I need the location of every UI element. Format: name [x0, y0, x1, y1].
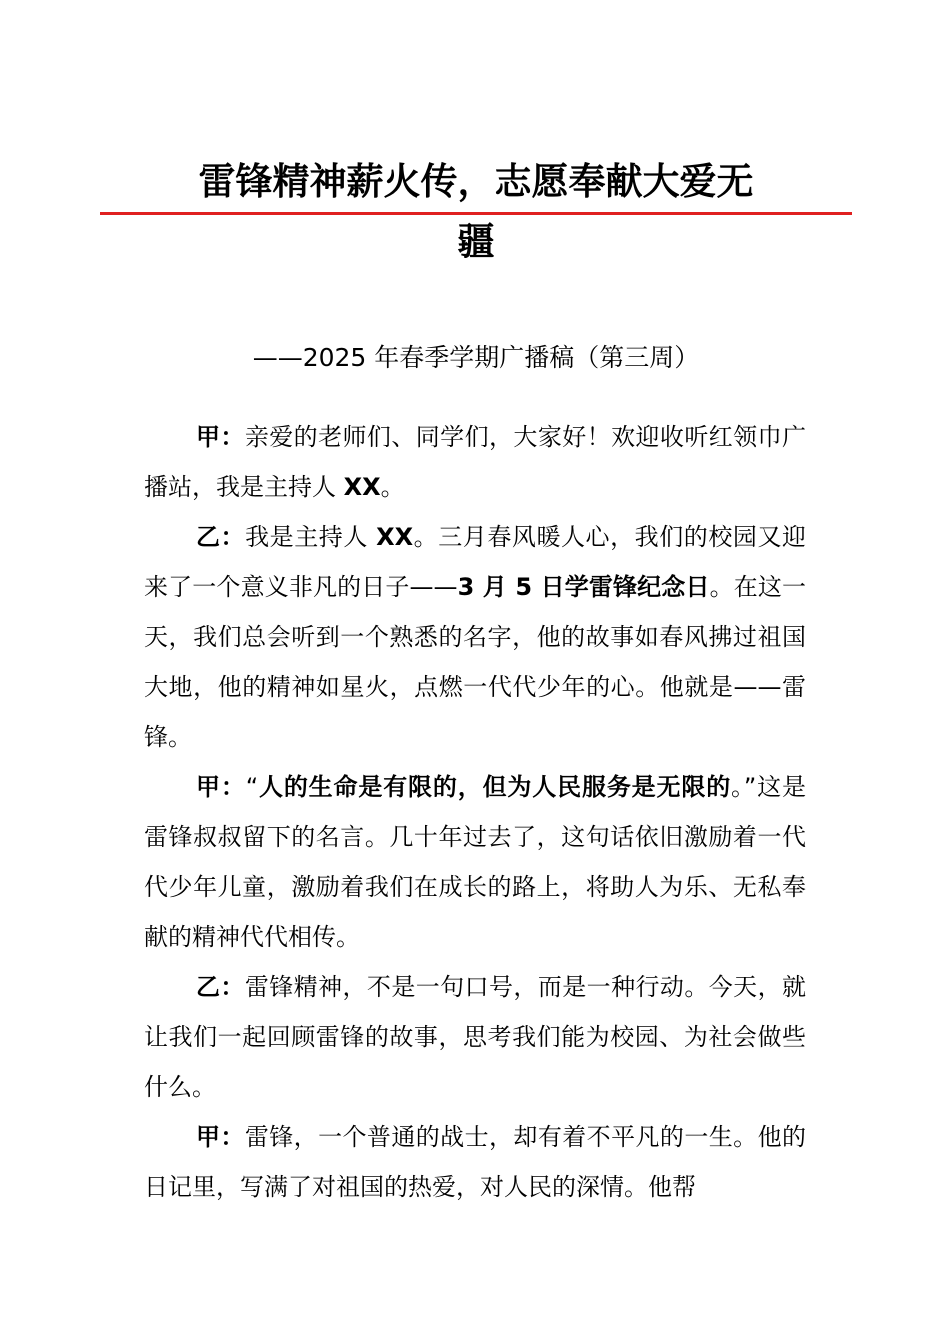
paragraph-text: 。”这是雷锋叔叔留下的名言。几十年过去了，这句话依旧激励着一代代少年儿童，激励着我们在成长的路上，将助人为乐、无私奉献的精神代代相传。: [144, 773, 807, 951]
host-name-placeholder: XX: [376, 523, 414, 551]
paragraph-text: 。: [380, 473, 405, 501]
document-body: [144, 412, 806, 1212]
paragraph-text: 雷锋精神，不是一句口号，而是一种行动。今天，就让我们一起回顾雷锋的故事，思考我们能为校园、为社会做些什么。: [144, 973, 807, 1101]
paragraph-text: 雷锋，一个普通的战士，却有着不平凡的一生。他的日记里，写满了对祖国的热爱，对人民的深情。他帮: [144, 1123, 807, 1201]
speaker-label: 乙：: [196, 523, 246, 551]
speaker-label: 乙：: [196, 973, 245, 1001]
document-subtitle: ——2025 年春季学期广播稿（第三周）: [252, 343, 700, 372]
speaker-label: 甲：: [196, 423, 245, 451]
paragraph-text: 。三月春风暖人心，我们的校园又迎来了一个意义非凡的日子——: [144, 523, 807, 601]
paragraph-text: 亲爱的老师们、同学们，大家好！欢迎收听红领巾广播站，我是主持人: [144, 423, 807, 501]
paragraph-5: [144, 1112, 806, 1212]
commemoration-date: 3 月 5 日学雷锋纪念日: [457, 573, 710, 601]
paragraph-1: [144, 412, 806, 512]
speaker-label: 甲：: [196, 1123, 245, 1151]
famous-quote: 人的生命是有限的，但为人民服务是无限的: [258, 773, 732, 801]
paragraph-text: 我是主持人: [245, 523, 377, 551]
paragraph-text: 。在这一天，我们总会听到一个熟悉的名字，他的故事如春风拂过祖国大地，他的精神如星火，点燃一代代少年的心。他就是——雷锋。: [144, 573, 807, 751]
host-name-placeholder: XX: [343, 473, 381, 501]
paragraph-3: [144, 762, 806, 962]
paragraph-text: “: [245, 773, 259, 801]
document-title-line-2: 疆: [457, 220, 495, 263]
speaker-label: 甲：: [196, 773, 246, 801]
document-title-line-1: 雷锋精神薪火传，志愿奉献大爱无: [198, 160, 754, 203]
paragraph-4: [144, 962, 806, 1112]
title-red-rule: [100, 212, 852, 215]
paragraph-2: [144, 512, 806, 762]
